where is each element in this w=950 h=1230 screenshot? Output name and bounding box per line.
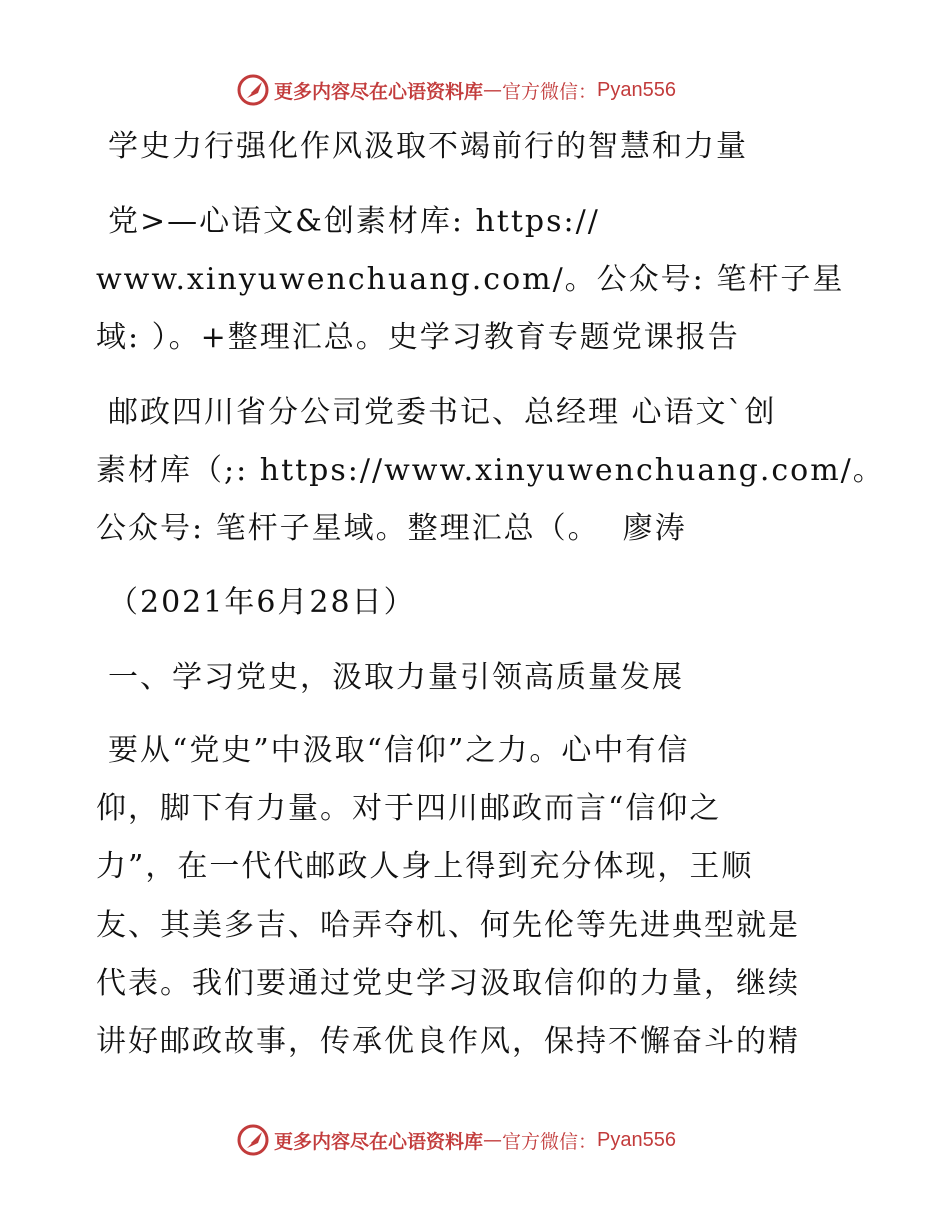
para1-line-1: 党>—心语文&创素材库: https:// (108, 204, 600, 239)
section-heading-1: 一、学习党史，汲取力量引领高质量发展 (108, 660, 684, 695)
para3-line-5: 代表。我们要通过党史学习汲取信仰的力量，继续 (96, 966, 800, 1001)
banner-wechat-label: 官方微信： (502, 80, 598, 103)
para2-line-2: 素材库（;: https://www.xinyuwenchuang.com/。 (96, 453, 885, 488)
quill-logo-icon (236, 73, 270, 107)
banner-wechat-id: Pyan556 (597, 78, 676, 101)
banner-separator: — (483, 1129, 503, 1151)
para3-line-1: 要从“党史”中汲取“信仰”之力。心中有信 (108, 733, 690, 768)
banner-separator: — (483, 79, 503, 101)
para2-line-3: 公众号: 笔杆子星域。整理汇总（。 廖涛 (96, 511, 687, 546)
quill-logo-icon (236, 1123, 270, 1157)
para1-line-3: 域: ）。+整理汇总。史学习教育专题党课报告 (96, 320, 740, 355)
para1-line-2: www.xinyuwenchuang.com/。公众号: 笔杆子星 (96, 262, 845, 297)
banner-site-text: 更多内容尽在心语资料库 (274, 1130, 484, 1153)
banner-wechat-label: 官方微信： (502, 1130, 598, 1153)
footer-watermark-banner (236, 1122, 676, 1158)
document-date: （2021年6月28日） (108, 585, 416, 620)
document-title: 学史力行强化作风汲取不竭前行的智慧和力量 (108, 129, 748, 164)
para3-line-4: 友、其美多吉、哈弄夺机、何先伦等先进典型就是 (96, 908, 800, 943)
para3-line-3: 力”，在一代代邮政人身上得到充分体现，王顺 (96, 849, 754, 884)
banner-wechat-id: Pyan556 (597, 1128, 676, 1151)
banner-site-text: 更多内容尽在心语资料库 (274, 80, 484, 103)
para3-line-6: 讲好邮政故事，传承优良作风，保持不懈奋斗的精 (96, 1024, 800, 1059)
header-watermark-banner (236, 72, 676, 108)
para3-line-2: 仰，脚下有力量。对于四川邮政而言“信仰之 (96, 791, 722, 826)
para2-line-1: 邮政四川省分公司党委书记、总经理 心语文`创 (108, 395, 777, 430)
